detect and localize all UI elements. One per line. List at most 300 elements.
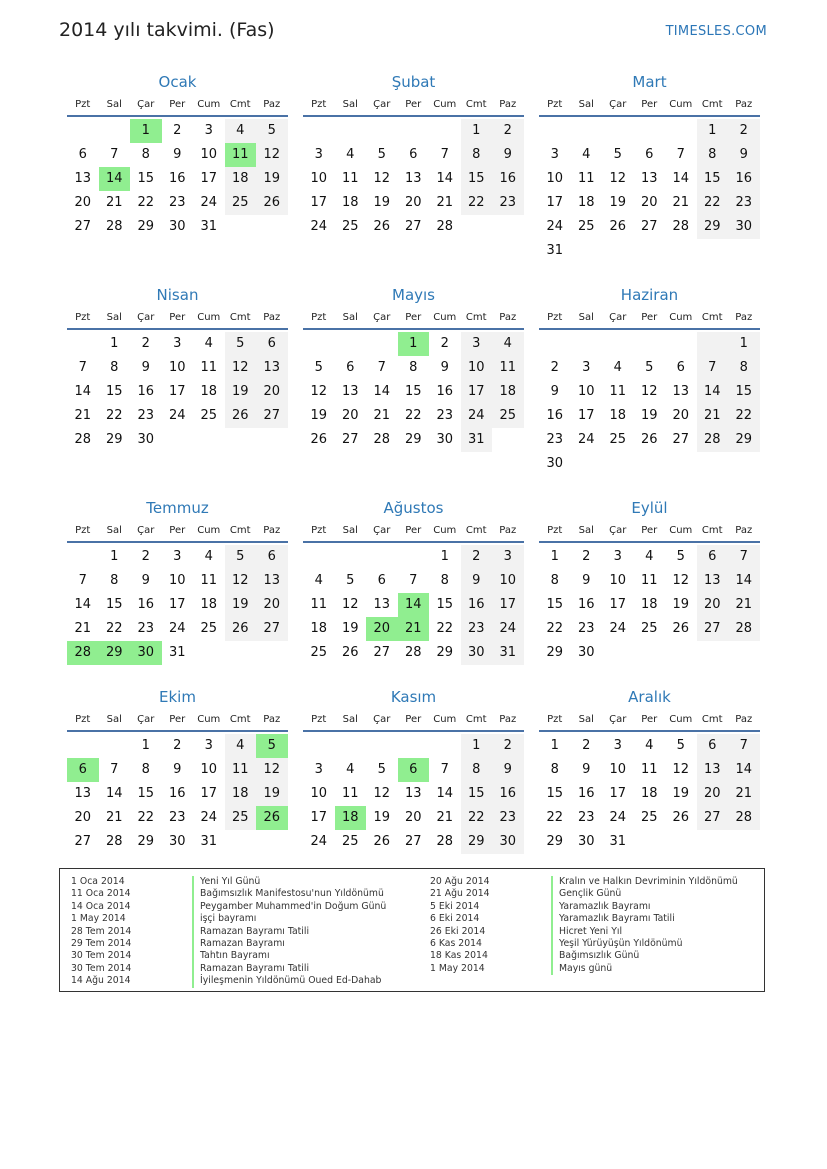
day-cell: 9 bbox=[141, 573, 150, 588]
day-cell: 21 bbox=[728, 593, 760, 617]
day-cell: 21 bbox=[74, 408, 92, 423]
empty-cell bbox=[366, 545, 398, 569]
month-2 bbox=[303, 72, 524, 239]
empty-cell bbox=[366, 734, 398, 758]
day-cell: 18 bbox=[609, 408, 627, 423]
day-cell: 20 bbox=[404, 195, 422, 210]
day-cell: 4 bbox=[492, 332, 524, 356]
day-cell: 17 bbox=[200, 171, 218, 186]
day-cell: 8 bbox=[461, 143, 493, 167]
day-cell: 2 bbox=[728, 119, 760, 143]
weekday-label: Cum bbox=[669, 714, 693, 725]
day-cell: 12 bbox=[225, 356, 257, 380]
day-cell: 26 bbox=[609, 219, 627, 234]
day-grid bbox=[539, 332, 760, 476]
day-cell: 14 bbox=[672, 171, 690, 186]
day-cell: 17 bbox=[310, 810, 328, 825]
weekday-label: Cmt bbox=[701, 99, 723, 110]
weekday-label: Pzt bbox=[311, 525, 327, 536]
day-cell: 25 bbox=[640, 810, 658, 825]
month-name: Nisan bbox=[156, 286, 199, 304]
day-cell: 27 bbox=[404, 219, 422, 234]
day-cell: 25 bbox=[609, 432, 627, 447]
weekday-label: Cum bbox=[197, 99, 221, 110]
month-7 bbox=[67, 498, 288, 665]
day-cell: 18 bbox=[310, 621, 328, 636]
empty-cell bbox=[429, 734, 461, 758]
day-cell: 17 bbox=[310, 195, 328, 210]
weekday-label: Cmt bbox=[229, 714, 251, 725]
weekday-header bbox=[303, 95, 524, 117]
day-cell: 18 bbox=[225, 782, 257, 806]
weekday-label: Paz bbox=[499, 714, 517, 725]
day-cell: 21 bbox=[436, 810, 454, 825]
empty-cell bbox=[571, 119, 603, 143]
day-cell: 27 bbox=[640, 219, 658, 234]
day-cell: 7 bbox=[78, 573, 87, 588]
day-cell: 24 bbox=[200, 810, 218, 825]
holiday-day: 21 bbox=[398, 617, 430, 641]
day-cell: 5 bbox=[256, 119, 288, 143]
day-cell: 10 bbox=[546, 171, 564, 186]
day-cell: 13 bbox=[341, 384, 359, 399]
day-cell: 14 bbox=[436, 786, 454, 801]
day-cell: 8 bbox=[141, 147, 150, 162]
day-cell: 11 bbox=[609, 384, 627, 399]
empty-cell bbox=[602, 119, 634, 143]
day-cell: 15 bbox=[546, 786, 564, 801]
day-cell: 25 bbox=[341, 219, 359, 234]
holiday-day: 6 bbox=[398, 758, 430, 782]
empty-cell bbox=[303, 119, 335, 143]
day-cell: 3 bbox=[173, 549, 182, 564]
day-cell: 1 bbox=[110, 549, 119, 564]
empty-cell bbox=[697, 332, 729, 356]
holiday-name: Ramazan Bayramı bbox=[192, 938, 285, 950]
weekday-label: Sal bbox=[342, 99, 358, 110]
weekday-label: Sal bbox=[578, 525, 594, 536]
day-cell: 7 bbox=[728, 545, 760, 569]
day-cell: 16 bbox=[492, 167, 524, 191]
day-cell: 23 bbox=[168, 195, 186, 210]
day-cell: 28 bbox=[436, 834, 454, 849]
day-cell: 8 bbox=[141, 762, 150, 777]
day-cell: 9 bbox=[728, 143, 760, 167]
weekday-header bbox=[67, 521, 288, 543]
day-cell: 1 bbox=[728, 332, 760, 356]
empty-cell bbox=[429, 119, 461, 143]
holiday-date: 29 Tem 2014 bbox=[71, 937, 132, 949]
day-cell: 7 bbox=[676, 147, 685, 162]
day-cell: 1 bbox=[141, 738, 150, 753]
day-cell: 17 bbox=[200, 786, 218, 801]
day-cell: 22 bbox=[546, 621, 564, 636]
day-cell: 7 bbox=[697, 356, 729, 380]
day-cell: 2 bbox=[492, 734, 524, 758]
day-cell: 5 bbox=[676, 738, 685, 753]
weekday-label: Pzt bbox=[311, 714, 327, 725]
weekday-label: Sal bbox=[106, 714, 122, 725]
weekday-label: Paz bbox=[263, 99, 281, 110]
holiday-date: 18 Kas 2014 bbox=[430, 950, 488, 962]
day-grid bbox=[67, 332, 288, 452]
day-cell: 5 bbox=[377, 762, 386, 777]
day-cell: 2 bbox=[492, 119, 524, 143]
weekday-label: Çar bbox=[137, 525, 155, 536]
day-cell: 10 bbox=[609, 573, 627, 588]
month-name: Ekim bbox=[159, 688, 196, 706]
day-cell: 10 bbox=[609, 762, 627, 777]
empty-cell bbox=[665, 332, 697, 356]
day-cell: 6 bbox=[409, 147, 418, 162]
day-cell: 14 bbox=[74, 384, 92, 399]
day-cell: 24 bbox=[609, 621, 627, 636]
day-cell: 18 bbox=[640, 597, 658, 612]
weekday-label: Paz bbox=[735, 312, 753, 323]
holiday-name: İyileşmenin Yıldönümü Oued Ed-Dahab bbox=[192, 975, 381, 987]
day-cell: 30 bbox=[546, 456, 564, 471]
day-cell: 20 bbox=[256, 380, 288, 404]
weekday-label: Per bbox=[405, 312, 422, 323]
day-cell: 26 bbox=[256, 191, 288, 215]
weekday-label: Cum bbox=[197, 312, 221, 323]
day-cell: 11 bbox=[341, 786, 359, 801]
day-cell: 14 bbox=[728, 569, 760, 593]
weekday-label: Per bbox=[169, 525, 186, 536]
day-cell: 3 bbox=[314, 762, 323, 777]
day-cell: 3 bbox=[314, 147, 323, 162]
day-cell: 19 bbox=[256, 782, 288, 806]
day-cell: 2 bbox=[440, 336, 449, 351]
day-cell: 23 bbox=[492, 806, 524, 830]
day-cell: 18 bbox=[200, 597, 218, 612]
weekday-label: Sal bbox=[342, 312, 358, 323]
day-cell: 25 bbox=[341, 834, 359, 849]
day-cell: 30 bbox=[577, 834, 595, 849]
day-cell: 4 bbox=[645, 738, 654, 753]
weekday-label: Per bbox=[169, 99, 186, 110]
day-cell: 12 bbox=[672, 762, 690, 777]
weekday-label: Çar bbox=[609, 312, 627, 323]
day-cell: 9 bbox=[440, 360, 449, 375]
empty-cell bbox=[335, 332, 367, 356]
day-cell: 19 bbox=[672, 786, 690, 801]
empty-cell bbox=[602, 332, 634, 356]
day-cell: 21 bbox=[436, 195, 454, 210]
day-cell: 22 bbox=[728, 404, 760, 428]
holiday-date: 5 Eki 2014 bbox=[430, 900, 480, 912]
empty-cell bbox=[335, 119, 367, 143]
day-grid bbox=[539, 119, 760, 263]
day-cell: 26 bbox=[310, 432, 328, 447]
day-cell: 10 bbox=[200, 762, 218, 777]
page-title: 2014 yılı takvimi. (Fas) bbox=[59, 19, 275, 41]
day-cell: 17 bbox=[577, 408, 595, 423]
day-cell: 27 bbox=[341, 432, 359, 447]
day-cell: 30 bbox=[728, 215, 760, 239]
day-cell: 11 bbox=[492, 356, 524, 380]
day-cell: 13 bbox=[640, 171, 658, 186]
empty-cell bbox=[303, 734, 335, 758]
day-cell: 9 bbox=[173, 147, 182, 162]
weekday-label: Cum bbox=[197, 525, 221, 536]
day-grid bbox=[303, 545, 524, 665]
holiday-date: 1 May 2014 bbox=[71, 913, 126, 925]
weekday-label: Pzt bbox=[547, 525, 563, 536]
day-cell: 15 bbox=[137, 786, 155, 801]
day-cell: 27 bbox=[404, 834, 422, 849]
day-cell: 13 bbox=[404, 171, 422, 186]
empty-cell bbox=[67, 332, 99, 356]
day-grid bbox=[67, 734, 288, 854]
day-cell: 9 bbox=[492, 143, 524, 167]
day-cell: 11 bbox=[200, 573, 218, 588]
holiday-date: 30 Tem 2014 bbox=[71, 950, 132, 962]
day-cell: 13 bbox=[697, 758, 729, 782]
day-grid bbox=[303, 332, 524, 452]
holiday-day: 18 bbox=[335, 806, 367, 830]
weekday-header bbox=[67, 95, 288, 117]
holiday-name: Kralın ve Halkın Devriminin Yıldönümü bbox=[551, 876, 738, 888]
day-cell: 3 bbox=[550, 147, 559, 162]
day-cell: 23 bbox=[577, 621, 595, 636]
day-cell: 5 bbox=[225, 332, 257, 356]
holiday-name: Yeni Yıl Günü bbox=[192, 876, 260, 888]
day-cell: 23 bbox=[577, 810, 595, 825]
day-cell: 8 bbox=[409, 360, 418, 375]
day-cell: 27 bbox=[256, 617, 288, 641]
holiday-day: 14 bbox=[99, 167, 131, 191]
empty-cell bbox=[539, 332, 571, 356]
day-cell: 3 bbox=[582, 360, 591, 375]
day-cell: 3 bbox=[613, 738, 622, 753]
day-cell: 31 bbox=[609, 834, 627, 849]
day-cell: 12 bbox=[609, 171, 627, 186]
weekday-label: Pzt bbox=[75, 525, 91, 536]
weekday-label: Cmt bbox=[229, 99, 251, 110]
weekday-header bbox=[67, 308, 288, 330]
empty-cell bbox=[99, 734, 131, 758]
day-cell: 27 bbox=[697, 806, 729, 830]
day-cell: 18 bbox=[341, 195, 359, 210]
day-cell: 9 bbox=[582, 762, 591, 777]
weekday-label: Cum bbox=[669, 525, 693, 536]
holiday-day: 30 bbox=[130, 641, 162, 665]
holiday-date: 28 Tem 2014 bbox=[71, 925, 132, 937]
day-cell: 22 bbox=[461, 191, 493, 215]
day-cell: 31 bbox=[461, 428, 493, 452]
day-cell: 20 bbox=[404, 810, 422, 825]
day-cell: 11 bbox=[225, 758, 257, 782]
day-cell: 7 bbox=[377, 360, 386, 375]
day-cell: 16 bbox=[546, 408, 564, 423]
holiday-day: 28 bbox=[67, 641, 99, 665]
day-cell: 10 bbox=[310, 171, 328, 186]
brand-link[interactable]: TIMESLES.COM bbox=[665, 24, 767, 39]
month-name: Ağustos bbox=[383, 499, 444, 517]
day-cell: 30 bbox=[461, 641, 493, 665]
weekday-label: Cmt bbox=[701, 312, 723, 323]
day-cell: 22 bbox=[697, 191, 729, 215]
day-cell: 16 bbox=[492, 782, 524, 806]
weekday-label: Paz bbox=[735, 714, 753, 725]
day-cell: 20 bbox=[341, 408, 359, 423]
month-12 bbox=[539, 687, 760, 854]
weekday-label: Çar bbox=[373, 525, 391, 536]
day-cell: 4 bbox=[645, 549, 654, 564]
day-cell: 24 bbox=[577, 432, 595, 447]
holiday-name: işçi bayramı bbox=[192, 913, 256, 925]
day-cell: 14 bbox=[373, 384, 391, 399]
holiday-day: 1 bbox=[130, 119, 162, 143]
weekday-header bbox=[539, 95, 760, 117]
day-cell: 29 bbox=[436, 645, 454, 660]
weekday-label: Çar bbox=[137, 312, 155, 323]
day-cell: 7 bbox=[110, 147, 119, 162]
holiday-date: 6 Eki 2014 bbox=[430, 913, 480, 925]
day-cell: 3 bbox=[173, 336, 182, 351]
day-cell: 23 bbox=[728, 191, 760, 215]
day-cell: 6 bbox=[697, 734, 729, 758]
day-cell: 26 bbox=[373, 834, 391, 849]
empty-cell bbox=[398, 734, 430, 758]
day-cell: 6 bbox=[78, 147, 87, 162]
day-cell: 24 bbox=[168, 621, 186, 636]
weekday-label: Pzt bbox=[547, 714, 563, 725]
day-cell: 12 bbox=[640, 384, 658, 399]
day-cell: 13 bbox=[256, 356, 288, 380]
day-cell: 21 bbox=[105, 195, 123, 210]
day-grid bbox=[303, 119, 524, 239]
day-cell: 19 bbox=[373, 810, 391, 825]
day-cell: 27 bbox=[256, 404, 288, 428]
day-cell: 30 bbox=[168, 219, 186, 234]
day-cell: 11 bbox=[310, 597, 328, 612]
weekday-label: Paz bbox=[499, 312, 517, 323]
day-cell: 14 bbox=[105, 786, 123, 801]
weekday-label: Per bbox=[169, 312, 186, 323]
day-cell: 25 bbox=[577, 219, 595, 234]
day-cell: 12 bbox=[256, 143, 288, 167]
weekday-label: Cum bbox=[433, 714, 457, 725]
day-cell: 29 bbox=[461, 830, 493, 854]
weekday-label: Per bbox=[641, 312, 658, 323]
day-cell: 29 bbox=[137, 834, 155, 849]
day-cell: 29 bbox=[546, 834, 564, 849]
day-cell: 16 bbox=[728, 167, 760, 191]
month-11 bbox=[303, 687, 524, 854]
day-cell: 14 bbox=[728, 758, 760, 782]
month-1 bbox=[67, 72, 288, 239]
day-cell: 22 bbox=[105, 408, 123, 423]
day-cell: 14 bbox=[436, 171, 454, 186]
day-cell: 19 bbox=[609, 195, 627, 210]
day-cell: 15 bbox=[461, 782, 493, 806]
weekday-label: Sal bbox=[342, 525, 358, 536]
weekday-label: Cmt bbox=[229, 525, 251, 536]
day-cell: 19 bbox=[341, 621, 359, 636]
day-cell: 5 bbox=[314, 360, 323, 375]
day-cell: 15 bbox=[404, 384, 422, 399]
month-6 bbox=[539, 285, 760, 476]
weekday-label: Sal bbox=[578, 99, 594, 110]
day-cell: 30 bbox=[436, 432, 454, 447]
day-cell: 28 bbox=[74, 432, 92, 447]
weekday-label: Cmt bbox=[465, 312, 487, 323]
day-cell: 18 bbox=[492, 380, 524, 404]
day-cell: 26 bbox=[640, 432, 658, 447]
day-cell: 10 bbox=[168, 360, 186, 375]
month-name: Şubat bbox=[391, 73, 436, 91]
day-cell: 6 bbox=[697, 545, 729, 569]
day-cell: 28 bbox=[373, 432, 391, 447]
day-cell: 23 bbox=[461, 617, 493, 641]
day-cell: 22 bbox=[436, 621, 454, 636]
weekday-header bbox=[303, 521, 524, 543]
holiday-day: 5 bbox=[256, 734, 288, 758]
day-cell: 6 bbox=[676, 360, 685, 375]
weekday-label: Sal bbox=[106, 525, 122, 536]
holiday-day: 26 bbox=[256, 806, 288, 830]
holiday-name: Peygamber Muhammed'in Doğum Günü bbox=[192, 901, 386, 913]
day-grid bbox=[539, 734, 760, 854]
holiday-day: 29 bbox=[99, 641, 131, 665]
day-cell: 6 bbox=[256, 332, 288, 356]
day-cell: 1 bbox=[461, 734, 493, 758]
empty-cell bbox=[539, 119, 571, 143]
day-cell: 19 bbox=[672, 597, 690, 612]
holiday-date: 6 Kas 2014 bbox=[430, 937, 482, 949]
empty-cell bbox=[398, 119, 430, 143]
day-cell: 5 bbox=[676, 549, 685, 564]
day-cell: 13 bbox=[404, 786, 422, 801]
weekday-label: Sal bbox=[106, 99, 122, 110]
weekday-label: Paz bbox=[499, 525, 517, 536]
day-cell: 17 bbox=[546, 195, 564, 210]
weekday-label: Cmt bbox=[229, 312, 251, 323]
day-cell: 9 bbox=[492, 758, 524, 782]
day-cell: 23 bbox=[546, 432, 564, 447]
day-cell: 25 bbox=[200, 621, 218, 636]
weekday-label: Çar bbox=[373, 99, 391, 110]
day-cell: 7 bbox=[440, 147, 449, 162]
weekday-label: Çar bbox=[373, 714, 391, 725]
day-cell: 22 bbox=[137, 810, 155, 825]
day-cell: 8 bbox=[440, 573, 449, 588]
day-cell: 22 bbox=[546, 810, 564, 825]
day-cell: 12 bbox=[672, 573, 690, 588]
day-cell: 7 bbox=[78, 360, 87, 375]
day-cell: 31 bbox=[168, 645, 186, 660]
holiday-list bbox=[59, 868, 765, 992]
day-cell: 28 bbox=[436, 219, 454, 234]
day-cell: 10 bbox=[461, 356, 493, 380]
weekday-label: Pzt bbox=[311, 312, 327, 323]
day-cell: 15 bbox=[105, 597, 123, 612]
day-cell: 3 bbox=[492, 545, 524, 569]
month-name: Ocak bbox=[158, 73, 197, 91]
weekday-label: Per bbox=[169, 714, 186, 725]
weekday-label: Paz bbox=[263, 312, 281, 323]
empty-cell bbox=[634, 332, 666, 356]
day-cell: 15 bbox=[697, 167, 729, 191]
day-cell: 6 bbox=[377, 573, 386, 588]
month-name: Mayıs bbox=[392, 286, 435, 304]
day-cell: 10 bbox=[168, 573, 186, 588]
day-cell: 24 bbox=[546, 219, 564, 234]
day-cell: 13 bbox=[74, 171, 92, 186]
day-cell: 26 bbox=[225, 617, 257, 641]
